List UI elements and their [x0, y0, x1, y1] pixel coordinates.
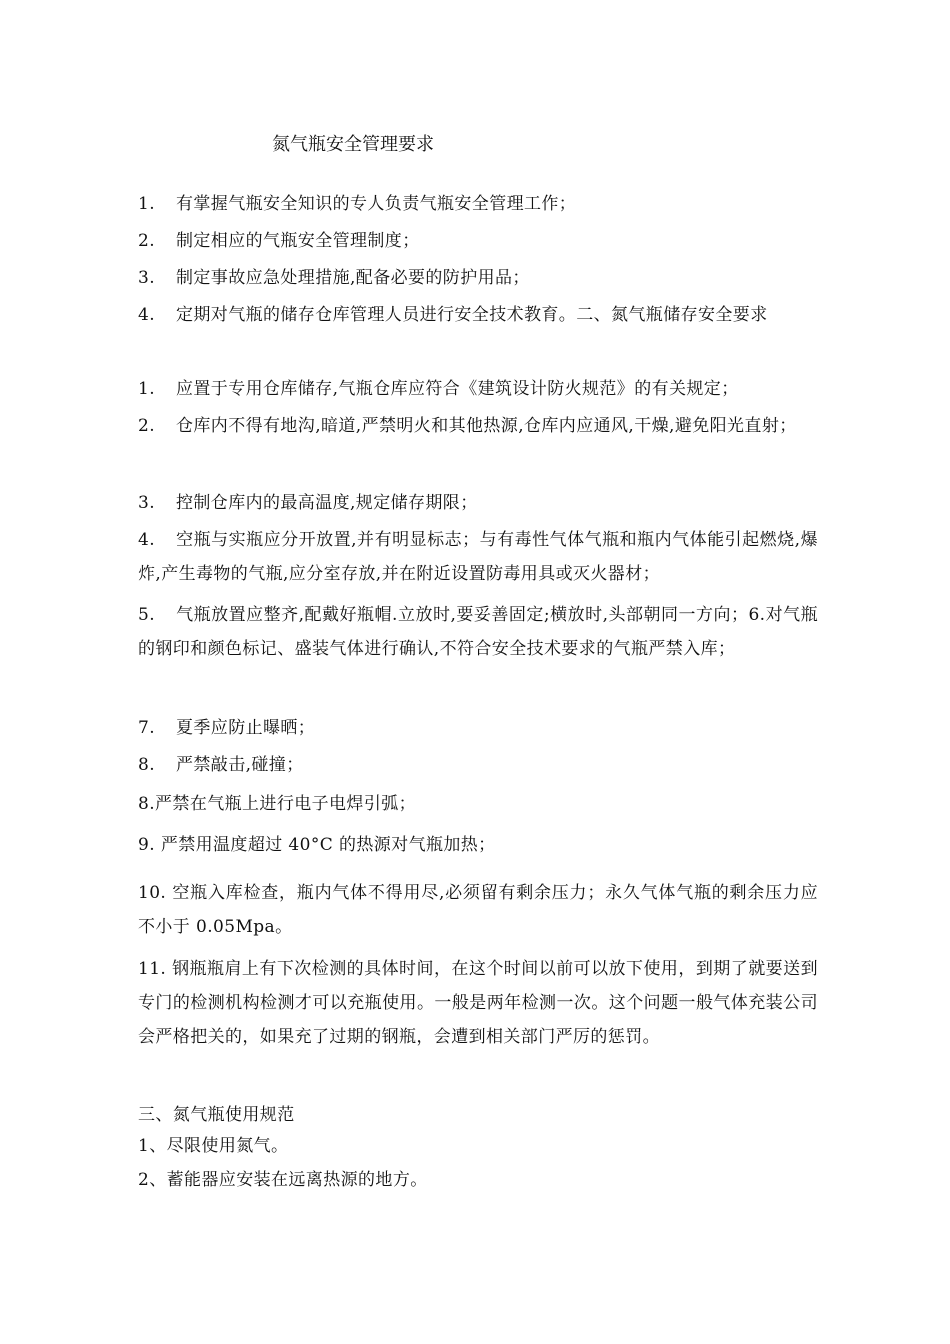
list-item: [138, 486, 818, 520]
item-text: 空瓶与实瓶应分开放置,并有明显标志；与有毒性气体气瓶和瓶内气体能引起燃烧,爆炸,产生毒物的气瓶,应分室存放,并在附近设置防毒用具或灭火器材；: [138, 530, 818, 584]
document-title: 氮气瓶安全管理要求: [272, 134, 434, 155]
item-number: 7.: [138, 718, 156, 738]
list-item: [138, 298, 818, 332]
list-item: 9. 严禁用温度超过 40°C 的热源对气瓶加热；: [138, 835, 496, 855]
section-heading: 三、氮气瓶使用规范: [138, 1105, 295, 1125]
item-text: 制定相应的气瓶安全管理制度；: [176, 231, 420, 251]
item-text: 气瓶放置应整齐,配戴好瓶帽.立放时,要妥善固定;横放时,头部朝同一方向；6.对气瓶的钢印和颜色标记、盛装气体进行确认,不符合安全技术要求的气瓶严禁入库；: [138, 605, 818, 659]
list-item: [138, 224, 818, 258]
list-item: 10. 空瓶入库检查，瓶内气体不得用尽,必须留有剩余压力；永久气体气瓶的剩余压力应不小于 0.05Mpa。: [138, 883, 818, 937]
list-item: [138, 409, 818, 443]
item-number: 8.: [138, 755, 156, 775]
list-item: [138, 523, 818, 591]
item-number: 2.: [138, 231, 156, 251]
item-text: 严禁敲击,碰撞；: [176, 755, 304, 775]
list-item: 1、尽限使用氮气。: [138, 1136, 289, 1156]
item-number: 5.: [138, 605, 156, 625]
list-item: [138, 261, 818, 295]
item-number: 4.: [138, 530, 156, 550]
item-text: 制定事故应急处理措施,配备必要的防护用品；: [176, 268, 530, 288]
list-item: [138, 711, 818, 745]
item-number: 2.: [138, 416, 156, 436]
item-text: 夏季应防止曝晒；: [176, 718, 316, 738]
list-item: [138, 372, 818, 406]
item-text: 定期对气瓶的储存仓库管理人员进行安全技术教育。二、氮气瓶储存安全要求: [176, 305, 768, 325]
list-item: [138, 187, 818, 221]
item-text: 控制仓库内的最高温度,规定储存期限；: [176, 493, 478, 513]
item-number: 3.: [138, 493, 156, 513]
item-text: 仓库内不得有地沟,暗道,严禁明火和其他热源,仓库内应通风,干燥,避免阳光直射；: [176, 416, 797, 436]
list-item: 11. 钢瓶瓶肩上有下次检测的具体时间，在这个时间以前可以放下使用，到期了就要送到专门的检测机构检测才可以充瓶使用。一般是两年检测一次。这个问题一般气体充装公司会严格把关的，如果充了过期的钢瓶，会遭到相关部门严厉的惩罚。: [138, 959, 818, 1047]
list-item: 2、蓄能器应安装在远离热源的地方。: [138, 1170, 428, 1190]
item-number: 1.: [138, 379, 156, 399]
list-item: [138, 748, 818, 782]
list-item: [138, 598, 818, 666]
item-number: 3.: [138, 268, 156, 288]
item-text: 应置于专用仓库储存,气瓶仓库应符合《建筑设计防火规范》的有关规定；: [176, 379, 739, 399]
list-item: 8.严禁在气瓶上进行电子电焊引弧；: [138, 794, 417, 814]
item-text: 有掌握气瓶安全知识的专人负责气瓶安全管理工作；: [176, 194, 577, 214]
item-number: 4.: [138, 305, 156, 325]
item-number: 1.: [138, 194, 156, 214]
